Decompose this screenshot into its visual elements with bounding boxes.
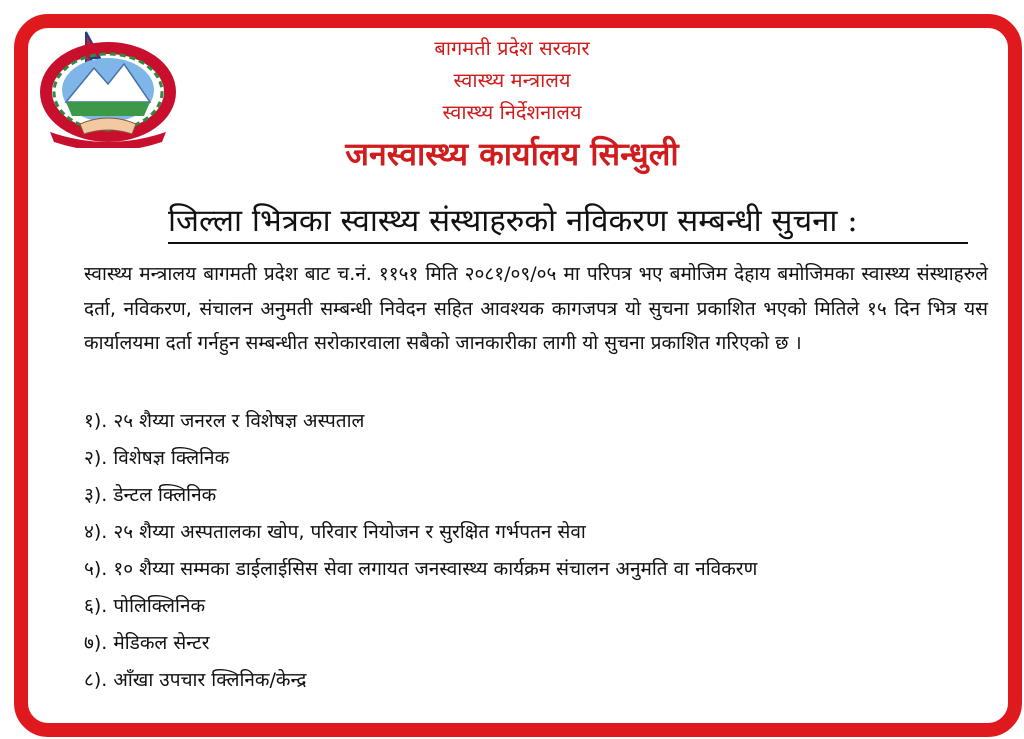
list-item: ३). डेन्टल क्लिनिक — [84, 484, 217, 506]
notice-body-text: स्वास्थ्य मन्त्रालय बागमती प्रदेश बाट च.नं. ११५१ मिति २०८१/०९/०५ मा परिपत्र भए बमोजिम देहाय बमोजिमका स्वास्थ्य संस्थाहरुले दर्ता, नविकरण, संचालन अनुमती सम्बन्धी निवेदन सहित आवश्यक कागजपत्र यो सुचना प्रकाशित भएको मितिले १५ दिन भित्र यस कार्यालयमा दर्ता गर्नहुन सम्बन्धीत सरोकारवाला सबैको जानकारीका लागी यो सुचना प्रकाशित गरिएको छ । — [84, 263, 988, 354]
notice-title: जिल्ला भित्रका स्वास्थ्य संस्थाहरुको नविकरण सम्बन्धी सुचना : — [168, 200, 968, 244]
province-government-heading: बागमती प्रदेश सरकार — [434, 36, 590, 60]
list-item: ८). आँखा उपचार क्लिनिक/केन्द्र — [84, 669, 307, 691]
ministry-heading: स्वास्थ्य मन्त्रालय — [453, 68, 571, 92]
facility-list — [84, 403, 988, 699]
list-item: ७). मेडिकल सेन्टर — [84, 632, 210, 654]
list-item: ४). २५ शैय्या अस्पतालका खोप, परिवार नियोजन र सुरक्षित गर्भपतन सेवा — [84, 521, 586, 543]
list-item: ५). १० शैय्या सम्मका डाईलाईसिस सेवा लगायत जनस्वास्थ्य कार्यक्रम संचालन अनुमति वा नविकरण — [84, 558, 758, 580]
office-title: जनस्वास्थ्य कार्यालय सिन्धुली — [345, 135, 679, 173]
directorate-heading: स्वास्थ्य निर्देशनालय — [442, 100, 582, 124]
list-item: १). २५ शैय्या जनरल र विशेषज्ञ अस्पताल — [84, 410, 365, 432]
list-item: ६). पोलिक्लिनिक — [84, 595, 206, 617]
notice-body — [84, 257, 988, 361]
list-item: २). विशेषज्ञ क्लिनिक — [84, 447, 230, 469]
